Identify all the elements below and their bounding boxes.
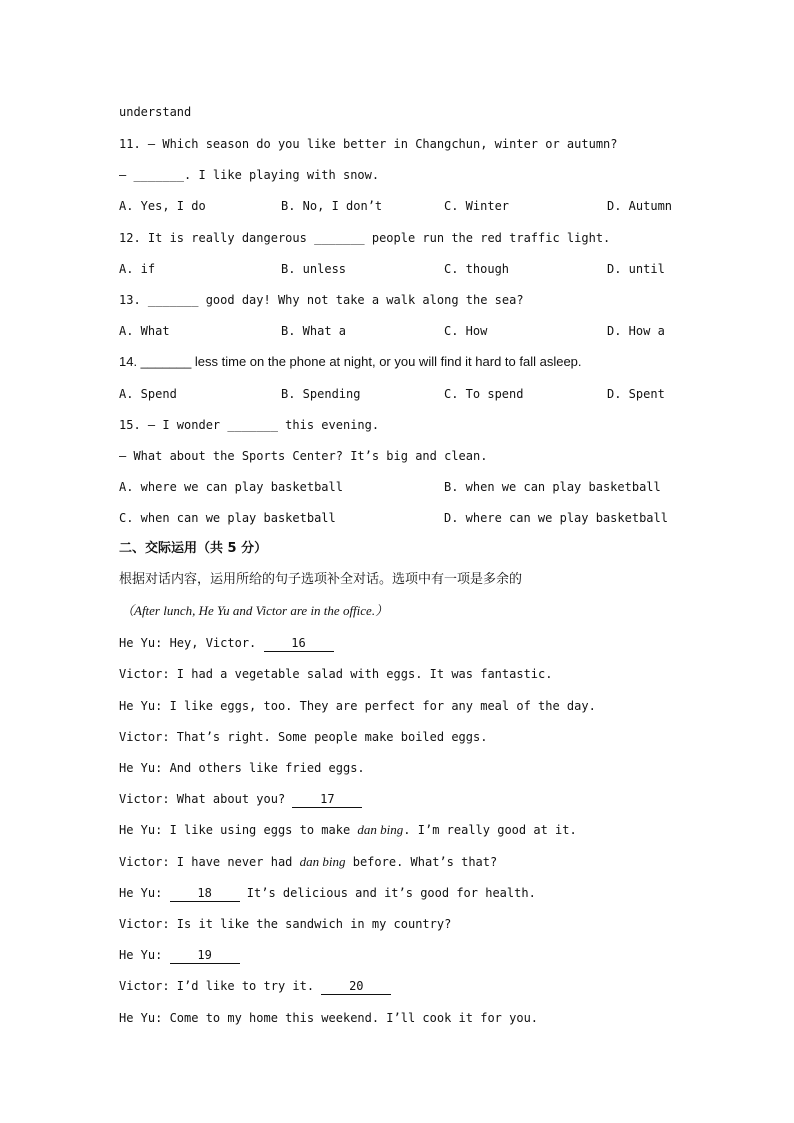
q11-option-c: C. Winter: [444, 199, 510, 213]
q12-option-c: C. though: [444, 262, 510, 276]
dialogue-text: Victor: I’d like to try it.: [119, 979, 322, 993]
q14-option-a: A. Spend: [119, 387, 177, 401]
dialogue-text: He Yu:: [119, 886, 170, 900]
question-15-stem: 15. — I wonder _______ this evening.: [119, 418, 380, 432]
dialogue-text: It’s delicious and it’s good for health.: [239, 886, 536, 900]
blank-16[interactable]: 16: [264, 635, 334, 652]
question-13-stem: 13. _______ good day! Why not take a walk along the sea?: [119, 293, 524, 307]
dialogue-text: Victor: I have never had: [119, 855, 300, 869]
dialogue-line-7: [119, 822, 577, 838]
blank-17[interactable]: 17: [292, 791, 362, 808]
dialogue-line-13: He Yu: Come to my home this weekend. I’ll cook it for you.: [119, 1011, 539, 1025]
dialogue-line-4: Victor: That’s right. Some people make boiled eggs.: [119, 730, 488, 744]
question-12-stem: 12. It is really dangerous _______ people run the red traffic light.: [119, 231, 611, 245]
question-11-reply: — _______. I like playing with snow.: [119, 168, 380, 182]
dan-bing-term: dan bing: [357, 822, 404, 837]
q12-option-a: A. if: [119, 262, 156, 276]
question-11-stem: 11. — Which season do you like better in Changchun, winter or autumn?: [119, 137, 618, 151]
dialogue-text: He Yu: I like using eggs to make: [119, 823, 358, 837]
q13-option-b: B. What a: [281, 324, 347, 338]
blank-18[interactable]: 18: [170, 885, 240, 902]
section-2-heading: 二、交际运用（共 5 分）: [119, 541, 268, 556]
dialogue-line-9: [119, 885, 536, 902]
dialogue-text: He Yu: Hey, Victor.: [119, 636, 264, 650]
dialogue-line-5: He Yu: And others like fried eggs.: [119, 761, 365, 775]
q11-option-b: B. No, I don’t: [281, 199, 383, 213]
dialogue-line-11: [119, 947, 240, 964]
top-word: understand: [119, 105, 192, 119]
dialogue-line-2: Victor: I had a vegetable salad with eggs. It was fantastic.: [119, 667, 553, 681]
q15-option-b: B. when we can play basketball: [444, 480, 661, 494]
dialogue-text: He Yu:: [119, 948, 170, 962]
q13-option-c: C. How: [444, 324, 488, 338]
q12-option-d: D. until: [607, 262, 665, 276]
dialogue-line-1: [119, 635, 334, 652]
q11-option-d: D. Autumn: [607, 199, 673, 213]
question-14-stem: 14. _______ less time on the phone at night, or you will find it hard to fall asleep.: [119, 354, 582, 369]
question-15-reply: — What about the Sports Center? It’s big and clean.: [119, 449, 488, 463]
q14-option-b: B. Spending: [281, 387, 361, 401]
q14-option-d: D. Spent: [607, 387, 665, 401]
blank-20[interactable]: 20: [321, 978, 391, 995]
dialogue-line-10: Victor: Is it like the sandwich in my country?: [119, 917, 452, 931]
q12-option-b: B. unless: [281, 262, 347, 276]
dan-bing-term: dan bing: [299, 854, 346, 869]
dialogue-line-3: He Yu: I like eggs, too. They are perfect for any meal of the day.: [119, 699, 596, 713]
dialogue-line-6: [119, 791, 362, 808]
q13-option-a: A. What: [119, 324, 170, 338]
dialogue-scene: （After lunch, He Yu and Victor are in the office.）: [121, 603, 389, 618]
dialogue-text: before. What’s that?: [345, 855, 498, 869]
dialogue-line-8: [119, 854, 497, 870]
q13-option-d: D. How a: [607, 324, 665, 338]
q15-option-c: C. when can we play basketball: [119, 511, 336, 525]
blank-19[interactable]: 19: [170, 947, 240, 964]
q11-option-a: A. Yes, I do: [119, 199, 206, 213]
dialogue-text: Victor: What about you?: [119, 792, 293, 806]
dialogue-text: . I’m really good at it.: [403, 823, 577, 837]
q15-option-a: A. where we can play basketball: [119, 480, 343, 494]
q15-option-d: D. where can we play basketball: [444, 511, 668, 525]
q14-option-c: C. To spend: [444, 387, 524, 401]
dialogue-line-12: [119, 978, 391, 995]
section-2-instruction: 根据对话内容，运用所给的句子选项补全对话。选项中有一项是多余的: [119, 572, 523, 587]
